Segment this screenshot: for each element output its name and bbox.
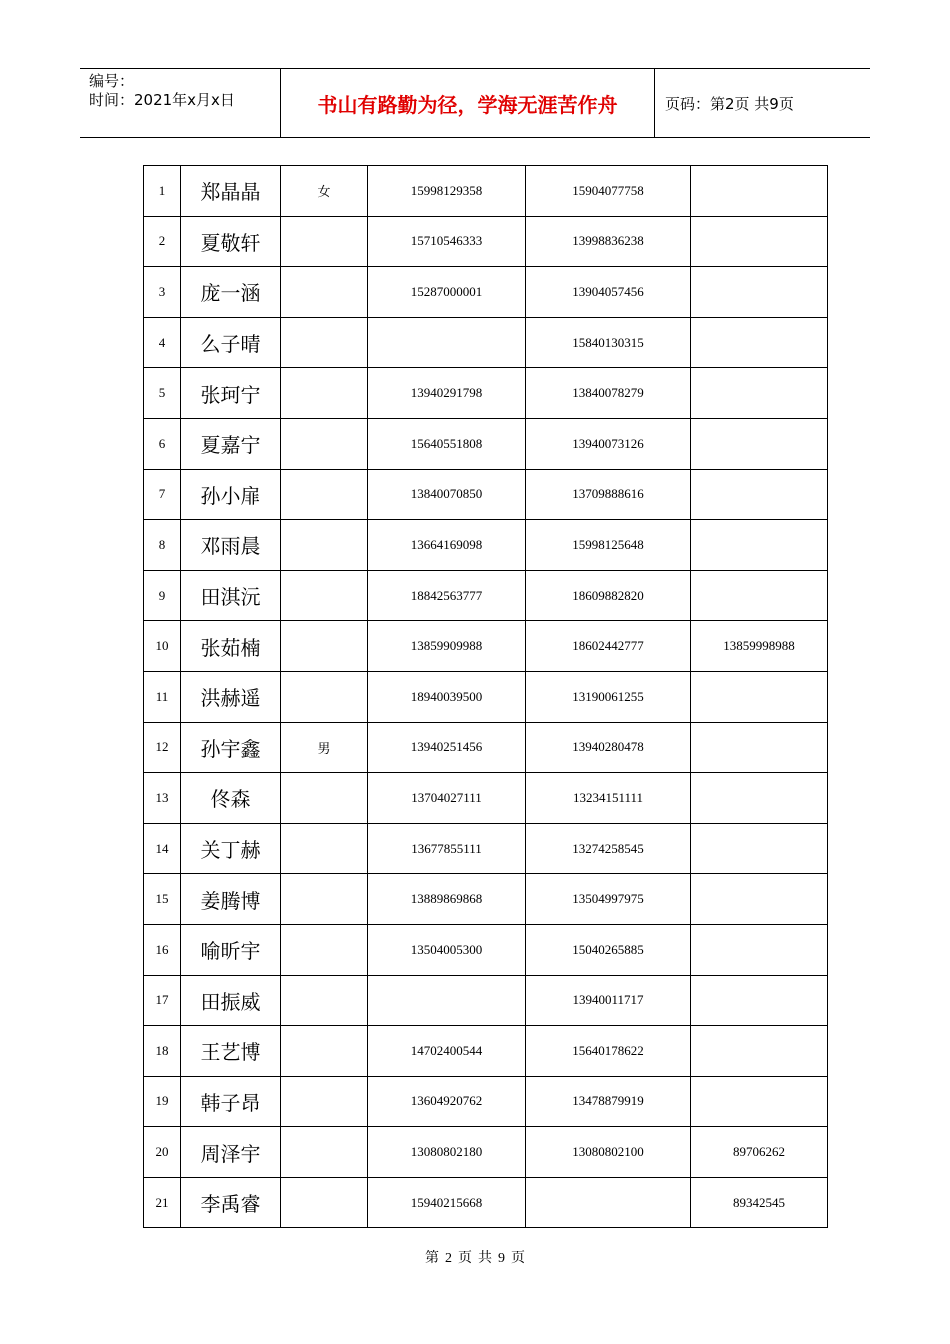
- cell-name: 孙小扉: [181, 469, 281, 520]
- header-page-label: 页码：第2页 共9页: [665, 94, 794, 113]
- roster-body: [144, 166, 828, 1228]
- cell-number: 21: [144, 1177, 181, 1228]
- cell-phone-3: [691, 975, 828, 1026]
- cell-name: 韩子昂: [181, 1076, 281, 1127]
- cell-phone-3: [691, 267, 828, 318]
- table-row: [144, 975, 828, 1026]
- cell-name: 李禹睿: [181, 1177, 281, 1228]
- cell-number: 12: [144, 722, 181, 773]
- cell-sex: [281, 520, 368, 571]
- table-row: [144, 216, 828, 267]
- table-row: [144, 418, 828, 469]
- cell-sex: [281, 773, 368, 824]
- footer-prefix: 第: [425, 1251, 439, 1266]
- table-row: [144, 1127, 828, 1178]
- number-label: 编号：: [89, 72, 135, 90]
- cell-sex: 男: [281, 722, 368, 773]
- cell-sex: [281, 570, 368, 621]
- cell-phone-3: [691, 368, 828, 419]
- cell-phone-1: 15710546333: [368, 216, 526, 267]
- table-row: [144, 1177, 828, 1228]
- cell-sex: [281, 1076, 368, 1127]
- cell-phone-2: 13940073126: [526, 418, 691, 469]
- cell-phone-2: 13080802100: [526, 1127, 691, 1178]
- table-row: [144, 671, 828, 722]
- cell-sex: [281, 924, 368, 975]
- cell-phone-3: [691, 317, 828, 368]
- cell-name: 田淇沅: [181, 570, 281, 621]
- cell-phone-3: 89706262: [691, 1127, 828, 1178]
- cell-name: 姜腾博: [181, 874, 281, 925]
- cell-phone-1: 13664169098: [368, 520, 526, 571]
- cell-phone-2: 18609882820: [526, 570, 691, 621]
- cell-phone-1: [368, 317, 526, 368]
- cell-sex: [281, 671, 368, 722]
- cell-phone-2: 13904057456: [526, 267, 691, 318]
- table-row: [144, 823, 828, 874]
- cell-name: 孙宇鑫: [181, 722, 281, 773]
- cell-sex: [281, 1026, 368, 1077]
- cell-phone-2: 15640178622: [526, 1026, 691, 1077]
- roster-table: [143, 165, 828, 1228]
- cell-name: 郑晶晶: [181, 166, 281, 217]
- table-row: [144, 924, 828, 975]
- page-footer: [0, 1247, 950, 1267]
- table-row: [144, 520, 828, 571]
- cell-phone-2: 15904077758: [526, 166, 691, 217]
- cell-sex: [281, 216, 368, 267]
- cell-name: 喻昕宇: [181, 924, 281, 975]
- cell-sex: [281, 1127, 368, 1178]
- cell-name: 么子晴: [181, 317, 281, 368]
- cell-name: 张珂宁: [181, 368, 281, 419]
- cell-number: 19: [144, 1076, 181, 1127]
- cell-phone-1: 14702400544: [368, 1026, 526, 1077]
- footer-page: 2: [445, 1251, 452, 1266]
- cell-phone-2: 13998836238: [526, 216, 691, 267]
- cell-phone-2: [526, 1177, 691, 1228]
- cell-sex: [281, 267, 368, 318]
- cell-phone-1: 13604920762: [368, 1076, 526, 1127]
- cell-phone-3: [691, 874, 828, 925]
- table-row: [144, 1076, 828, 1127]
- cell-phone-3: [691, 418, 828, 469]
- header-meta: [80, 69, 281, 137]
- cell-number: 8: [144, 520, 181, 571]
- cell-number: 14: [144, 823, 181, 874]
- cell-phone-2: 13234151111: [526, 773, 691, 824]
- cell-sex: [281, 317, 368, 368]
- table-row: [144, 368, 828, 419]
- cell-number: 2: [144, 216, 181, 267]
- footer-mid: 页: [458, 1251, 472, 1266]
- cell-number: 16: [144, 924, 181, 975]
- cell-phone-1: 18940039500: [368, 671, 526, 722]
- cell-sex: 女: [281, 166, 368, 217]
- cell-sex: [281, 418, 368, 469]
- cell-phone-3: [691, 1076, 828, 1127]
- cell-name: 田振威: [181, 975, 281, 1026]
- cell-phone-3: [691, 469, 828, 520]
- cell-phone-3: [691, 924, 828, 975]
- cell-name: 庞一涵: [181, 267, 281, 318]
- cell-phone-1: 13677855111: [368, 823, 526, 874]
- cell-phone-1: 15287000001: [368, 267, 526, 318]
- table-row: [144, 1026, 828, 1077]
- cell-phone-1: [368, 975, 526, 1026]
- cell-name: 洪赫遥: [181, 671, 281, 722]
- cell-name: 夏嘉宁: [181, 418, 281, 469]
- cell-phone-3: [691, 671, 828, 722]
- cell-number: 15: [144, 874, 181, 925]
- cell-phone-3: [691, 722, 828, 773]
- table-row: [144, 469, 828, 520]
- cell-number: 18: [144, 1026, 181, 1077]
- cell-phone-2: 13274258545: [526, 823, 691, 874]
- cell-number: 5: [144, 368, 181, 419]
- cell-name: 关丁赫: [181, 823, 281, 874]
- cell-phone-1: 15940215668: [368, 1177, 526, 1228]
- cell-phone-1: 15998129358: [368, 166, 526, 217]
- cell-phone-3: 13859998988: [691, 621, 828, 672]
- cell-name: 佟森: [181, 773, 281, 824]
- cell-phone-2: 13940011717: [526, 975, 691, 1026]
- cell-phone-1: 18842563777: [368, 570, 526, 621]
- cell-name: 王艺博: [181, 1026, 281, 1077]
- header-motto: 书山有路勤为径，学海无涯苦作舟: [281, 69, 655, 137]
- table-row: [144, 621, 828, 672]
- cell-phone-1: 13840070850: [368, 469, 526, 520]
- cell-phone-2: 15840130315: [526, 317, 691, 368]
- cell-phone-3: [691, 216, 828, 267]
- footer-suffix: 页: [511, 1251, 525, 1266]
- table-row: [144, 166, 828, 217]
- page-header: [80, 68, 870, 138]
- cell-name: 邓雨晨: [181, 520, 281, 571]
- cell-phone-3: [691, 1026, 828, 1077]
- cell-phone-3: [691, 520, 828, 571]
- time-label: 时间：2021年x月x日: [89, 91, 235, 109]
- cell-phone-2: 13190061255: [526, 671, 691, 722]
- cell-phone-2: 13840078279: [526, 368, 691, 419]
- cell-name: 周泽宇: [181, 1127, 281, 1178]
- cell-number: 9: [144, 570, 181, 621]
- table-row: [144, 773, 828, 824]
- cell-name: 张茹楠: [181, 621, 281, 672]
- cell-phone-1: 13704027111: [368, 773, 526, 824]
- cell-sex: [281, 823, 368, 874]
- cell-phone-1: 13859909988: [368, 621, 526, 672]
- cell-number: 4: [144, 317, 181, 368]
- table-row: [144, 722, 828, 773]
- cell-number: 6: [144, 418, 181, 469]
- cell-phone-1: 13940291798: [368, 368, 526, 419]
- cell-phone-3: [691, 773, 828, 824]
- cell-phone-3: [691, 823, 828, 874]
- cell-phone-2: 13709888616: [526, 469, 691, 520]
- cell-phone-2: 15040265885: [526, 924, 691, 975]
- cell-sex: [281, 469, 368, 520]
- cell-phone-2: 13940280478: [526, 722, 691, 773]
- cell-number: 10: [144, 621, 181, 672]
- table-row: [144, 317, 828, 368]
- cell-number: 13: [144, 773, 181, 824]
- cell-sex: [281, 975, 368, 1026]
- table-row: [144, 570, 828, 621]
- cell-sex: [281, 621, 368, 672]
- cell-number: 17: [144, 975, 181, 1026]
- cell-phone-3: 89342545: [691, 1177, 828, 1228]
- cell-phone-1: 13940251456: [368, 722, 526, 773]
- cell-number: 20: [144, 1127, 181, 1178]
- cell-number: 11: [144, 671, 181, 722]
- cell-name: 夏敬轩: [181, 216, 281, 267]
- footer-total: 9: [498, 1251, 505, 1266]
- cell-phone-2: 13504997975: [526, 874, 691, 925]
- cell-phone-3: [691, 166, 828, 217]
- table-row: [144, 874, 828, 925]
- cell-sex: [281, 874, 368, 925]
- cell-number: 3: [144, 267, 181, 318]
- cell-number: 7: [144, 469, 181, 520]
- cell-phone-1: 13080802180: [368, 1127, 526, 1178]
- cell-phone-2: 13478879919: [526, 1076, 691, 1127]
- cell-phone-2: 15998125648: [526, 520, 691, 571]
- table-row: [144, 267, 828, 318]
- cell-phone-1: 13504005300: [368, 924, 526, 975]
- cell-sex: [281, 368, 368, 419]
- footer-total-prefix: 共: [478, 1251, 492, 1266]
- cell-phone-3: [691, 570, 828, 621]
- cell-phone-1: 13889869868: [368, 874, 526, 925]
- cell-phone-2: 18602442777: [526, 621, 691, 672]
- cell-number: 1: [144, 166, 181, 217]
- cell-phone-1: 15640551808: [368, 418, 526, 469]
- cell-sex: [281, 1177, 368, 1228]
